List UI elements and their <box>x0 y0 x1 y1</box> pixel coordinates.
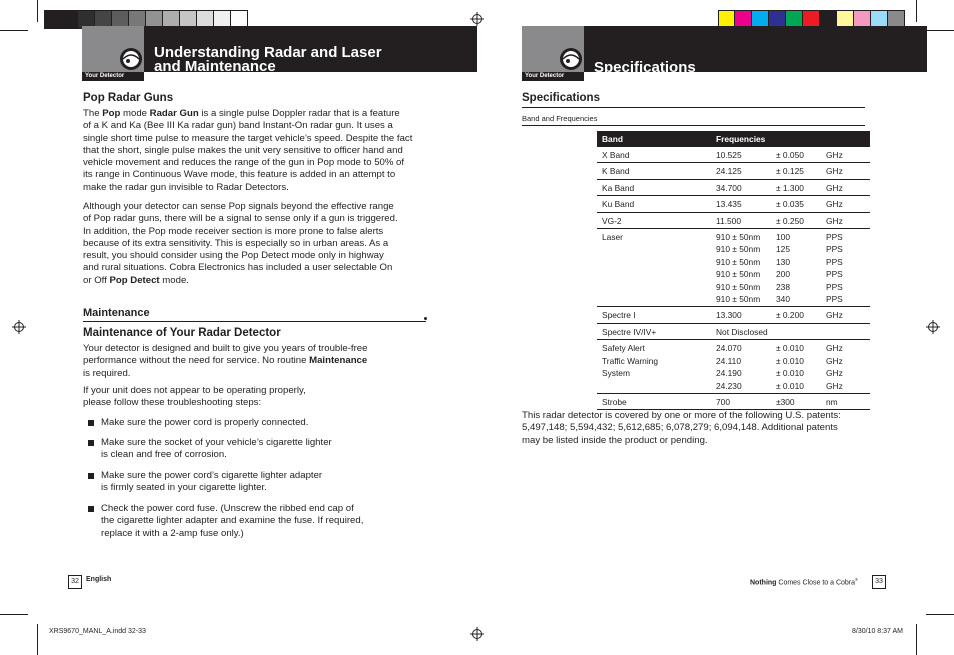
table-cell-tol: ± 0.035 <box>771 196 821 212</box>
radar-detector-icon <box>558 46 584 72</box>
slug-date: 8/30/10 8:37 AM <box>852 628 903 635</box>
divider <box>522 107 865 108</box>
footer-tagline <box>750 577 858 586</box>
table-cell-band: Spectre IV/IV+ <box>597 323 711 339</box>
table-cell-tol: ± 0.050 <box>771 147 821 163</box>
color-swatch <box>61 10 78 29</box>
table-cell-band: VG-2 <box>597 212 711 228</box>
logo-caption: Your Detector <box>525 73 565 79</box>
table-cell-band: Ku Band <box>597 196 711 212</box>
table-cell-band: Strobe <box>597 393 711 409</box>
list-item: Make sure the power cord is properly connected. <box>83 417 308 429</box>
table-row <box>597 393 870 409</box>
footer-brand: Nothing <box>750 579 777 587</box>
table-cell-freq: 34.700 <box>711 179 771 195</box>
table-row <box>597 340 870 394</box>
table-cell-freq: 10.525 <box>711 147 771 163</box>
table-row <box>597 179 870 195</box>
page-title: Specifications <box>594 59 696 76</box>
crop-mark <box>37 624 38 655</box>
section-heading: Specifications <box>522 92 600 104</box>
page-title-line: Understanding Radar and Laser <box>154 44 382 61</box>
crop-mark <box>916 0 917 22</box>
table-cell-band: Laser <box>597 229 711 307</box>
table-cell-freq: 13.435 <box>711 196 771 212</box>
table-row <box>597 196 870 212</box>
table-cell-freq: 910 ± 50nm 910 ± 50nm 910 ± 50nm 910 ± 50nm 910 ± 50nm 910 ± 50nm <box>711 229 771 307</box>
subsection-heading: Maintenance of Your Radar Detector <box>83 327 281 339</box>
table-cell-tol: ± 0.200 <box>771 307 821 323</box>
section-heading: Maintenance <box>83 307 150 319</box>
list-item: Make sure the power cord’s cigarette lighter adapter is firmly seated in your cigarette lighter. <box>83 470 322 495</box>
registration-mark-icon <box>926 320 940 334</box>
crop-mark <box>37 0 38 22</box>
registered-mark: ® <box>855 577 858 582</box>
bullet-square-icon <box>88 506 94 512</box>
patent-paragraph: This radar detector is covered by one or more of the following U.S. patents: 5,497,148; 5,594,432; 5,612,685; 6,078,279; 6,094,148. Additional patents may be listed inside the product or pending. <box>522 410 841 446</box>
table-cell-unit: GHz GHz GHz GHz <box>821 340 870 394</box>
table-cell-band: Safety Alert Traffic Warning System <box>597 340 711 394</box>
table-header-row <box>597 131 870 147</box>
table-cell-tol: ± 0.250 <box>771 212 821 228</box>
column-header-band: Band <box>597 131 711 147</box>
list-item: Check the power cord fuse. (Unscrew the ribbed end cap of the cigarette lighter adapter and examine the fuse. If required, replace it with a 2-amp fuse only.) <box>83 503 363 540</box>
logo-caption: Your Detector <box>85 73 125 79</box>
crop-mark <box>916 624 917 655</box>
registration-mark-icon <box>470 627 484 641</box>
band-frequency-table <box>597 131 870 410</box>
table-row <box>597 212 870 228</box>
table-row <box>597 147 870 163</box>
table-cell-band: Ka Band <box>597 179 711 195</box>
bullet-square-icon <box>88 440 94 446</box>
crop-mark <box>0 30 28 31</box>
bullet-square-icon <box>88 420 94 426</box>
page-title-line: and Maintenance <box>154 58 276 75</box>
registration-mark-icon <box>12 320 26 334</box>
table-row <box>597 229 870 307</box>
maintenance-paragraph-2: If your unit does not appear to be operating properly, please follow these troubleshooting steps: <box>83 385 306 409</box>
table-cell-unit: PPS PPS PPS PPS PPS PPS <box>821 229 870 307</box>
column-header-frequencies: Frequencies <box>711 131 870 147</box>
crop-mark <box>926 614 954 615</box>
table-cell-unit: GHz <box>821 179 870 195</box>
table-cell-unit: GHz <box>821 212 870 228</box>
table-cell-tol: 100 125 130 200 238 340 <box>771 229 821 307</box>
table-row <box>597 163 870 179</box>
table-cell-unit: nm <box>821 393 870 409</box>
table-cell-tol: ± 1.300 <box>771 179 821 195</box>
footer-brand-text: Comes Close to a Cobra <box>776 579 856 587</box>
language-label: English <box>86 576 112 583</box>
table-cell-freq: Not Disclosed <box>711 323 870 339</box>
table-cell-freq: 11.500 <box>711 212 771 228</box>
maintenance-paragraph-1: Your detector is designed and built to give you years of trouble-free performance without the need for service. No routine Maintenance is required. <box>83 343 368 379</box>
table-caption: Band and Frequencies <box>522 114 598 123</box>
table-cell-tol: ± 0.125 <box>771 163 821 179</box>
table-cell-unit: GHz <box>821 196 870 212</box>
table-cell-tol: ± 0.010 ± 0.010 ± 0.010 ± 0.010 <box>771 340 821 394</box>
table-cell-unit: GHz <box>821 147 870 163</box>
bullet-square-icon <box>88 473 94 479</box>
table-row <box>597 307 870 323</box>
table-cell-band: K Band <box>597 163 711 179</box>
registration-mark-icon <box>470 12 484 26</box>
crop-mark <box>0 614 28 615</box>
divider <box>522 125 865 126</box>
page-number: 32 <box>68 575 82 589</box>
table-cell-tol: ±300 <box>771 393 821 409</box>
table-cell-freq: 24.070 24.110 24.190 24.230 <box>711 340 771 394</box>
table-cell-freq: 700 <box>711 393 771 409</box>
radar-detector-icon <box>118 46 144 72</box>
table-cell-unit: GHz <box>821 163 870 179</box>
section-heading: Pop Radar Guns <box>83 92 174 104</box>
crop-mark <box>926 30 954 31</box>
table-cell-band: Spectre I <box>597 307 711 323</box>
table-cell-band: X Band <box>597 147 711 163</box>
table-cell-freq: 13.300 <box>711 307 771 323</box>
table-row <box>597 323 870 339</box>
page-title <box>154 46 382 74</box>
color-swatch <box>44 10 61 29</box>
pop-paragraph-2: Although your detector can sense Pop signals beyond the effective range of Pop radar guns, there will be a signal to sense only if a gun is triggered. In addition, the Pop mode receiver section is more prone to false alerts because of its extra sensitivity. This is especially so in urban areas. As a result, you should consider using the Pop Detect mode only in highway and rural situations. Cobra Electronics has included a user selectable On or Off Pop Detect mode. <box>83 201 398 286</box>
divider-dot <box>424 317 427 320</box>
page-number: 33 <box>872 575 886 589</box>
table-cell-freq: 24.125 <box>711 163 771 179</box>
pop-paragraph-1: The Pop mode Radar Gun is a single pulse Doppler radar that is a feature of a K and Ka (Bee III Ka radar gun) band Instant-On radar gun. It uses a single short time pulse to measure the target vehicle’s speed. Despite the fact that the short, single pulse makes the unit very sensitive to officer hand and vehicle movement and reduces the range of the gun in Pop mode to 50% of its range in Continuous Wave mode, this feature is added in an attempt to make the radar gun invisible to Radar Detectors. <box>83 108 413 193</box>
table-cell-unit: GHz <box>821 307 870 323</box>
slug-filename: XRS9670_MANL_A.indd 32-33 <box>49 628 146 635</box>
divider <box>83 321 426 322</box>
list-item: Make sure the socket of your vehicle’s cigarette lighter is clean and free of corrosion. <box>83 437 332 462</box>
